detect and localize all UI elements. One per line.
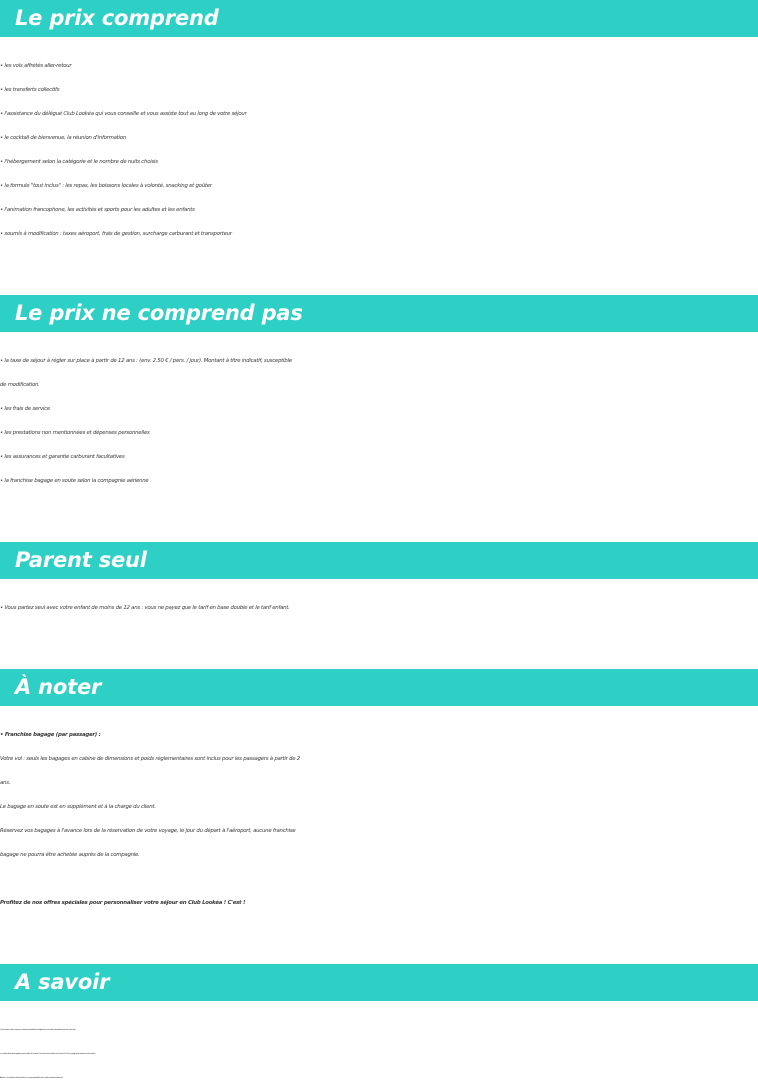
- included-list: [0, 54, 758, 246]
- list-item: • soumis à modification : taxes aéroport, frais de gestion, surcharge carburant et transporteur: [0, 231, 232, 237]
- list-item: • les transferts collectifs: [0, 87, 60, 93]
- list-item: • l'assistance du délégué Club Lookéa qui vous conseille et vous assiste tout au long de votre séjour: [0, 111, 247, 117]
- good-to-know-list: [0, 1019, 758, 1091]
- section-header-not-included: [0, 295, 758, 332]
- section-title-not-included: Le prix ne comprend pas: [15, 301, 303, 325]
- list-item: • les assurances et garantie carburant facultatives: [0, 454, 125, 460]
- special-offer-text: Profitez de nos offres spéciales pour personnaliser votre séjour en Club Lookéa ! C'est !: [0, 900, 246, 906]
- list-item: • l'animation francophone, les activités et sports pour les adultes et les enfants: [0, 207, 195, 213]
- list-item: - Si vous partez seul(e), votre prix en chambre individuelle sera obligatoire et sera calculé automatiquement dans votre devis.: [0, 1030, 76, 1031]
- notes-line: Votre vol : seuls les bagages en cabine de dimensions et poids règlementaires sont inclus pour les passagers à partir de 2: [0, 756, 300, 762]
- notes-spacer: [0, 867, 758, 891]
- list-item: • le cocktail de bienvenue, la réunion d'information: [0, 135, 126, 141]
- list-item: • la taxe de séjour à régler sur place à partir de 12 ans : (env. 2.50 € / pers. / jour). Montant à titre indicatif, susceptible: [0, 358, 292, 364]
- notes-content: [0, 723, 758, 915]
- list-item: • la formule "tout inclus" : les repas, les boissons locales à volonté, snacking et goûter: [0, 183, 212, 189]
- section-header-good-to-know: [0, 964, 758, 1001]
- notes-line: Réservez vos bagages à l'avance lors de la réservation de votre voyage, le jour du départ à l'aéroport, aucune franchise: [0, 828, 296, 834]
- section-title-good-to-know: A savoir: [15, 970, 110, 994]
- list-item: • les vols affrétés aller-retour: [0, 63, 72, 69]
- section-header-notes: [0, 669, 758, 706]
- section-title-included: Le prix comprend: [15, 6, 219, 30]
- section-title-notes: À noter: [15, 675, 102, 699]
- baggage-heading: • Franchise bagage (par passager) :: [0, 732, 101, 738]
- list-item: • la franchise bagage en soute selon la compagnie aérienne: [0, 478, 149, 484]
- notes-line: bagage ne pourra être achetée auprès de la compagnie.: [0, 852, 140, 858]
- not-included-list: [0, 349, 758, 493]
- section-header-single-parent: [0, 542, 758, 579]
- list-item: de modification.: [0, 382, 40, 388]
- notes-line: Le bagage en soute est en supplément et à la charge du client.: [0, 804, 156, 810]
- section-header-included: [0, 0, 758, 37]
- single-parent-list: [0, 596, 758, 620]
- section-title-single-parent: Parent seul: [15, 548, 147, 572]
- list-item: • Vous partez seul avec votre enfant de moins de 12 ans : vous ne payez que le tarif en base double et le tarif enfant.: [0, 605, 290, 611]
- list-item: Attention : les réductions enfants et bébés ne sont pas applicables dans le cadre de tarifs promotionnels.: [0, 1078, 63, 1079]
- notes-line: ans.: [0, 780, 11, 786]
- list-item: • les frais de service: [0, 406, 50, 412]
- list-item: • l'hébergement selon la catégorie et le nombre de nuits choisis: [0, 159, 158, 165]
- list-item: • les prestations non mentionnées et dépenses personnelles: [0, 430, 150, 436]
- list-item: - Les tarifs enfants seront appliqués pour les bébés de moins de 2 ans et/ou pour les enfants de 2 à moins de 12 ans, partageant la chambre de deux adultes.: [0, 1054, 96, 1055]
